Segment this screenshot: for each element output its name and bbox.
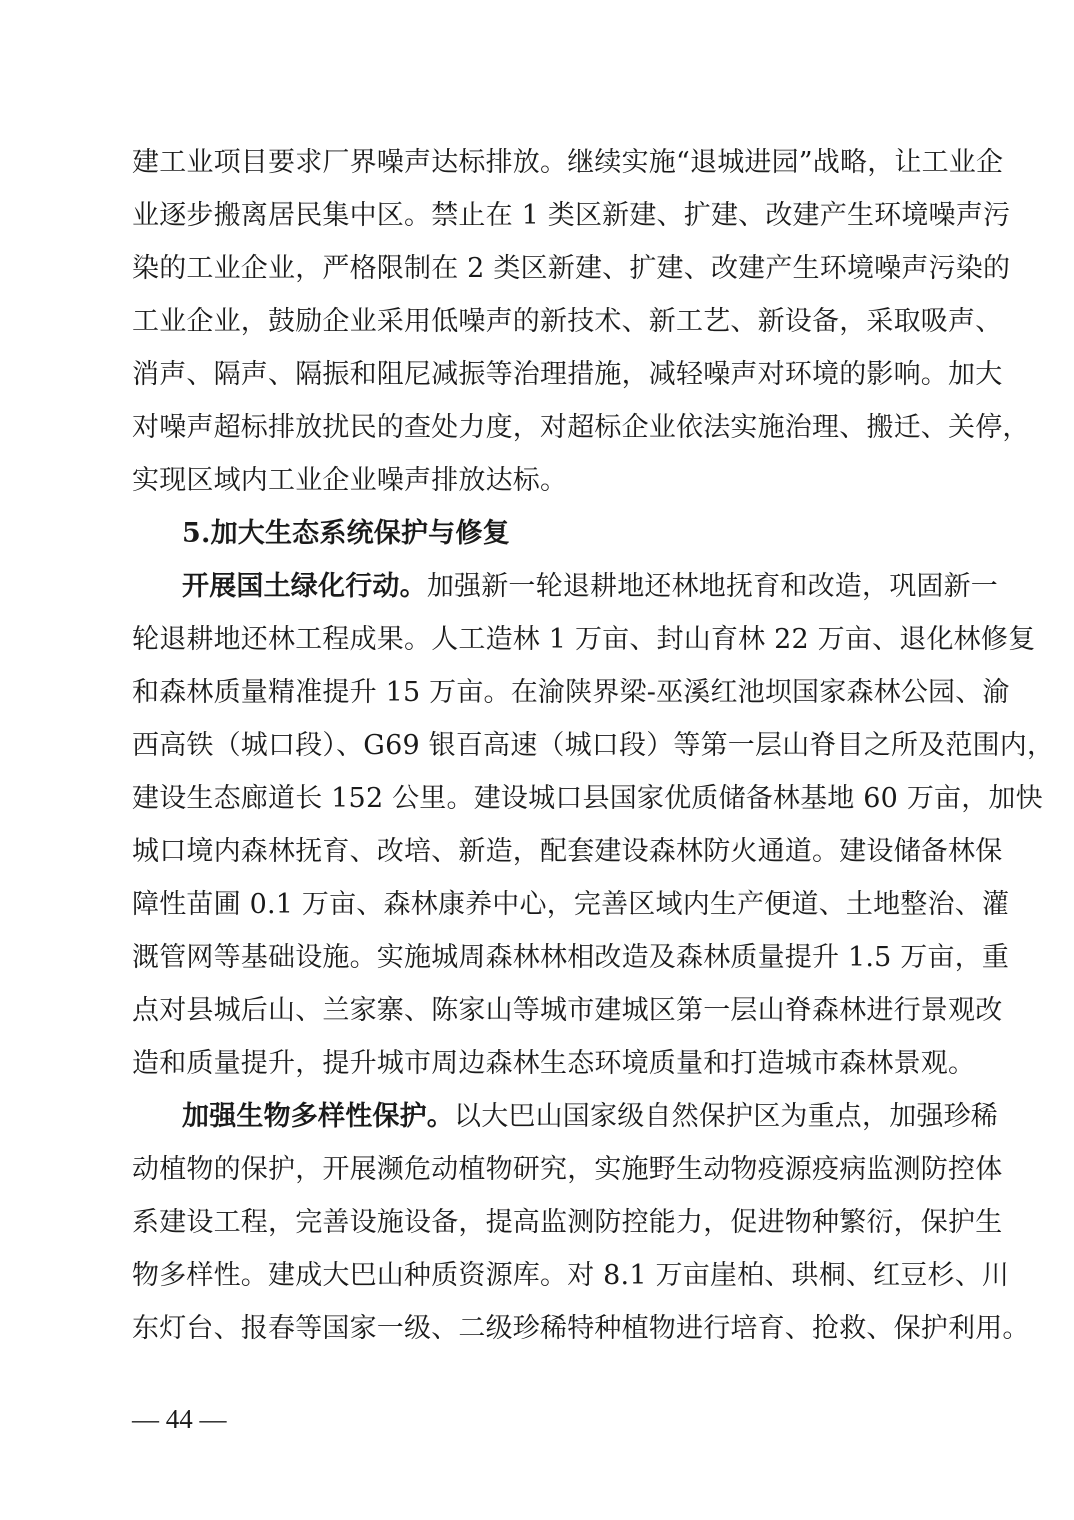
- text-line: 溉管网等基础设施。实施城周森林林相改造及森林质量提升 1.5 万亩，重: [132, 942, 1010, 973]
- text-line: 业逐步搬离居民集中区。禁止在 1 类区新建、扩建、改建产生环境噪声污: [132, 200, 1011, 231]
- text-segment: 加强新一轮退耕地还林地抚育和改造，巩固新一: [426, 571, 999, 602]
- text-line: 点对县城后山、兰家寨、陈家山等城市建城区第一层山脊森林进行景观改: [132, 995, 1003, 1026]
- section-heading: 5.加大生态系统保护与修复: [182, 518, 510, 549]
- text-line: 障性苗圃 0.1 万亩、森林康养中心，完善区域内生产便道、土地整治、灌: [132, 889, 1010, 920]
- text-line: 建设生态廊道长 152 公里。建设城口县国家优质储备林基地 60 万亩，加快: [132, 783, 1043, 814]
- paragraph-noise-control: [132, 136, 1030, 507]
- text-line: [132, 560, 999, 613]
- text-line: 建工业项目要求厂界噪声达标排放。继续实施“退城进园”战略，让工业企: [132, 147, 1004, 178]
- text-line: 造和质量提升，提升城市周边森林生态环境质量和打造城市森林景观。: [132, 1048, 976, 1079]
- text-segment: 以大巴山国家级自然保护区为重点，加强珍稀: [454, 1101, 998, 1132]
- text-line: 系建设工程，完善设施设备，提高监测防控能力，促进物种繁衍，保护生: [132, 1207, 1003, 1238]
- text-line: 西高铁（城口段）、G69 银百高速（城口段）等第一层山脊目之所及范围内，: [132, 730, 1055, 761]
- bold-lead: 开展国土绿化行动。: [182, 571, 427, 602]
- bold-lead: 加强生物多样性保护。: [182, 1101, 454, 1132]
- text-line: 对噪声超标排放扰民的查处力度，对超标企业依法实施治理、搬迁、关停，: [132, 412, 1030, 443]
- text-line: [132, 1090, 998, 1143]
- text-line: 轮退耕地还林工程成果。人工造林 1 万亩、封山育林 22 万亩、退化林修复: [132, 624, 1036, 655]
- text-line: 东灯台、报春等国家一级、二级珍稀特种植物进行培育、抢救、保护利用。: [132, 1313, 1030, 1344]
- text-line: 城口境内森林抚育、改培、新造，配套建设森林防火通道。建设储备林保: [132, 836, 1003, 867]
- paragraph-biodiversity: [132, 1090, 1030, 1355]
- text-line: 消声、隔声、隔振和阻尼减振等治理措施，减轻噪声对环境的影响。加大: [132, 359, 1003, 390]
- text-line: 和森林质量精准提升 15 万亩。在渝陕界梁-巫溪红池坝国家森林公园、渝: [132, 677, 1010, 708]
- text-line: 染的工业企业，严格限制在 2 类区新建、扩建、改建产生环境噪声污染的: [132, 253, 1011, 284]
- paragraph-land-greening: [132, 560, 1055, 1090]
- text-line: 物多样性。建成大巴山种质资源库。对 8.1 万亩崖柏、珙桐、红豆杉、川: [132, 1260, 1010, 1291]
- document-page: [132, 136, 1055, 1355]
- text-line: 动植物的保护，开展濒危动植物研究，实施野生动物疫源疫病监测防控体: [132, 1154, 1003, 1185]
- text-line: 实现区域内工业企业噪声排放达标。: [132, 465, 568, 496]
- text-line: 工业企业，鼓励企业采用低噪声的新技术、新工艺、新设备，采取吸声、: [132, 306, 1003, 337]
- page-number: — 44 —: [132, 1404, 227, 1434]
